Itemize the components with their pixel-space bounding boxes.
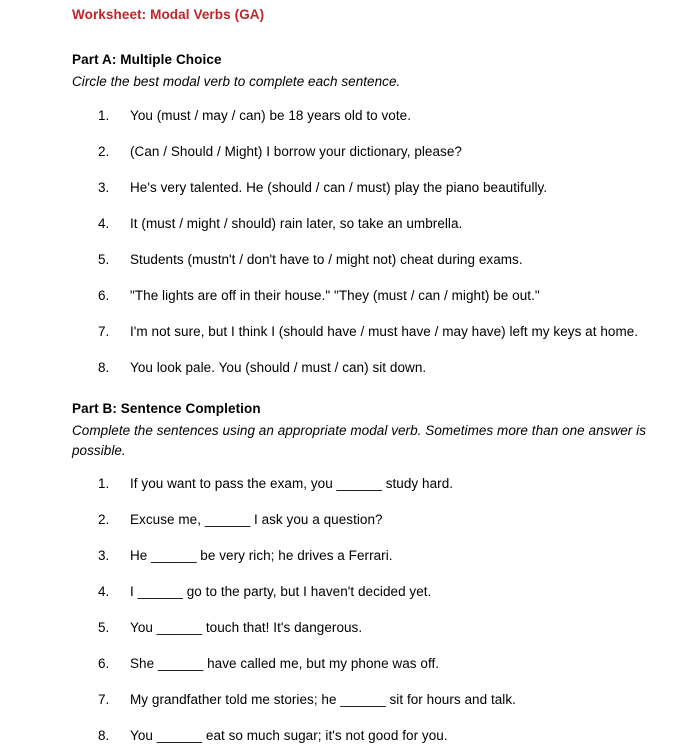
section-part-a [0,50,679,377]
part-a-heading: Part A: Multiple Choice [72,52,222,67]
question-text: He ______ be very rich; he drives a Ferrari. [130,548,393,563]
question-text: She ______ have called me, but my phone was off. [130,656,440,671]
list-item [72,618,671,637]
question-number: 7. [98,324,110,339]
question-number: 1. [98,476,110,491]
list-item [72,106,671,125]
part-a-question-list [72,106,671,377]
question-text: "The lights are off in their house." "They (must / can / might) be out." [130,288,540,303]
question-text: You ______ touch that! It's dangerous. [130,620,363,635]
question-text: You look pale. You (should / must / can) sit down. [130,360,427,375]
list-item [72,510,671,529]
question-number: 8. [98,728,110,743]
question-text: You ______ eat so much sugar; it's not good for you. [130,728,448,743]
question-text: You (must / may / can) be 18 years old to vote. [130,108,411,123]
question-number: 8. [98,360,110,375]
question-number: 7. [98,692,110,707]
question-number: 1. [98,108,110,123]
list-item [72,142,671,161]
question-text: It (must / might / should) rain later, so take an umbrella. [130,216,463,231]
list-item [72,178,671,197]
list-item [72,322,671,341]
question-number: 6. [98,288,110,303]
question-text: I'm not sure, but I think I (should have / must have / may have) left my keys at home. [130,324,639,339]
part-b-instructions: Complete the sentences using an appropriate modal verb. Sometimes more than one answer is possible. [72,423,647,458]
list-item [72,474,671,493]
part-a-instructions: Circle the best modal verb to complete each sentence. [72,74,401,89]
question-number: 5. [98,620,110,635]
list-item [72,286,671,305]
section-part-b [0,399,679,745]
question-text: I ______ go to the party, but I haven't decided yet. [130,584,432,599]
list-item [72,726,671,745]
list-item [72,546,671,565]
question-number: 4. [98,216,110,231]
list-item [72,654,671,673]
list-item [72,582,671,601]
question-number: 5. [98,252,110,267]
question-text: My grandfather told me stories; he ______ sit for hours and talk. [130,692,516,707]
list-item [72,250,671,269]
question-number: 3. [98,548,110,563]
question-text: If you want to pass the exam, you ______ study hard. [130,476,454,491]
list-item [72,358,671,377]
question-text: He's very talented. He (should / can / must) play the piano beautifully. [130,180,548,195]
part-b-question-list [72,474,671,745]
page-title: Worksheet: Modal Verbs (GA) [72,7,265,22]
question-number: 2. [98,144,110,159]
part-b-heading: Part B: Sentence Completion [72,401,261,416]
list-item [72,214,671,233]
question-number: 3. [98,180,110,195]
list-item [72,690,671,709]
question-number: 6. [98,656,110,671]
question-number: 2. [98,512,110,527]
question-text: (Can / Should / Might) I borrow your dictionary, please? [130,144,462,159]
question-number: 4. [98,584,110,599]
question-text: Excuse me, ______ I ask you a question? [130,512,383,527]
question-text: Students (mustn't / don't have to / might not) cheat during exams. [130,252,523,267]
